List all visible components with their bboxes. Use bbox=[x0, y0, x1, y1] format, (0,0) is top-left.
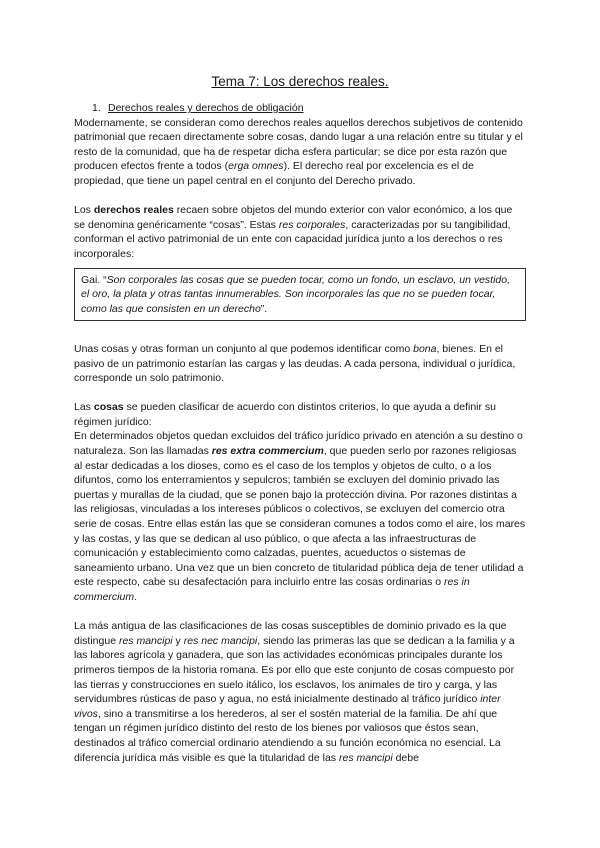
paragraph-gap bbox=[74, 386, 526, 401]
text-run: y bbox=[172, 634, 184, 647]
bold-italic-term: res extra commercium bbox=[211, 445, 324, 458]
text-run: Gai. “ bbox=[81, 273, 107, 286]
italic-term: res corporales bbox=[278, 218, 346, 231]
text-run: , caracterizadas por su tangibilidad, conforman el activo patrimonial de un ente con capacidad jurídica junto a los derechos o res incorporales: bbox=[74, 218, 511, 260]
paragraph-objetos bbox=[74, 203, 526, 261]
text-run: debe bbox=[392, 751, 419, 764]
text-run: se pueden clasificar de acuerdo con distintos criterios, lo que ayuda a definir su régimen jurídico: bbox=[74, 401, 497, 428]
paragraph-gap bbox=[74, 605, 526, 620]
text-run: , siendo las primeras las que se dedican a la familia y a las labores agrícola y ganadera, que son las actividades económicas principales durante los primeros tiempos de la historia romana. Es por ello que este conjunto de cosas compuesto por las tierras y construcciones en suelo itálico, los esclavos, los animales de tiro y carga, y las servidumbres rústicas de paso y agua, no está inicialmente destinado al tráfico jurídico bbox=[74, 634, 515, 706]
italic-term: res nec mancipi bbox=[183, 634, 258, 647]
text-run: Las bbox=[74, 401, 94, 414]
paragraph-res-extra-commercium bbox=[74, 429, 526, 604]
italic-term: res mancipi bbox=[118, 634, 173, 647]
text-run: ). El derecho real por excelencia es el de propiedad, que tiene un papel central en el conjunto del Derecho privado. bbox=[74, 160, 474, 187]
text-run: En determinados objetos quedan excluidos del tráfico jurídico privado en atención a su destino o naturaleza. Son las llamadas bbox=[74, 430, 523, 458]
italic-term: res mancipi bbox=[338, 751, 393, 764]
italic-term: inter vivos bbox=[74, 693, 501, 720]
text-run: , que pueden serlo por razones religiosas al estar dedicadas a los dioses, como es el caso de los templos y objetos de culto, o a los difuntos, como los enterramientos y sepulcros; también se excluyen del dominio privado las puertas y murallas de la ciudad, que se ponen bajo la protección divina. Por razones distintas a las religiosas, vinculadas a los intereses públicos o colectivos, se excluyen del comercio otra serie de cosas. Entre ellas están las que se consideran comunes a todos como el aire, los mares y las costas, y las que se dedican al uso público, o que afecta a las infraestructuras de comunicación y establecimiento como calzadas, puentes, acueductos o sistemas de saneamiento urbano. Una vez que un bien concreto de titularidad pública deja de tener utilidad a este respecto, cabe su desafectación para incluirlo entre las cosas ordinarias o bbox=[74, 445, 526, 589]
text-run: La más antigua de las clasificaciones de las cosas susceptibles de dominio privado es la que distingue bbox=[74, 620, 507, 647]
text-run: Modernamente, se consideran como derechos reales aquellos derechos subjetivos de contenido patrimonial que recaen directamente sobre cosas, dando lugar a una relación entre su titular y el resto de la comunidad, que ha de respetar dicha esfera particular; se dice por esta razón que producen efectos frente a todos ( bbox=[74, 116, 523, 173]
text-run: ”. bbox=[260, 302, 268, 315]
paragraph-bona bbox=[74, 342, 526, 386]
text-run: , bienes. En el pasivo de un patrimonio estarían las cargas y las deudas. A cada persona, individual o jurídica, corresponde un solo patrimonio. bbox=[74, 342, 516, 385]
section-number: 1. bbox=[92, 102, 101, 114]
section-title: Derechos reales y derechos de obligación bbox=[108, 102, 304, 114]
text-run: recaen sobre objetos del mundo exterior con valor económico, a los que se denomina genéricamente “cosas”. Estas bbox=[74, 204, 513, 231]
text-run: , sino a transmitirse a los herederos, al ser el sostén material de la familia. De ahí que tengan un régimen jurídico distinto del resto de los bienes por valiosos que éstos sean, destinados al tráfico comercial ordinario atendiendo a su función económica no esencial. La diferencia jurídica más visible es que la titularidad de las bbox=[74, 707, 501, 764]
italic-quote: Son corporales las cosas que se pueden tocar, como un fondo, un esclavo, un vestido, el oro, la plata y otras tantas innumerables. Son incorporales las que no se pueden tocar, como las que consisten en un derecho bbox=[81, 273, 511, 315]
page-title: Tema 7: Los derechos reales. bbox=[211, 74, 389, 89]
paragraph-cosas bbox=[74, 400, 526, 429]
bold-term: derechos reales bbox=[93, 204, 174, 217]
paragraph-gap bbox=[74, 327, 526, 342]
italic-term: bona bbox=[413, 342, 437, 355]
bold-term: cosas bbox=[93, 401, 124, 414]
text-run: . bbox=[134, 591, 138, 603]
text-run: Unas cosas y otras forman un conjunto al que podemos identificar como bbox=[74, 342, 414, 355]
paragraph-gap bbox=[74, 189, 526, 204]
gaius-quote-box bbox=[74, 268, 526, 322]
paragraph-derechos-reales-definicion bbox=[74, 116, 526, 189]
paragraph-res-mancipi bbox=[74, 619, 526, 765]
italic-term: res in commercium bbox=[74, 576, 470, 603]
text-run: Los bbox=[74, 204, 94, 217]
italic-term: erga omnes bbox=[228, 160, 284, 173]
section-heading bbox=[92, 101, 526, 116]
